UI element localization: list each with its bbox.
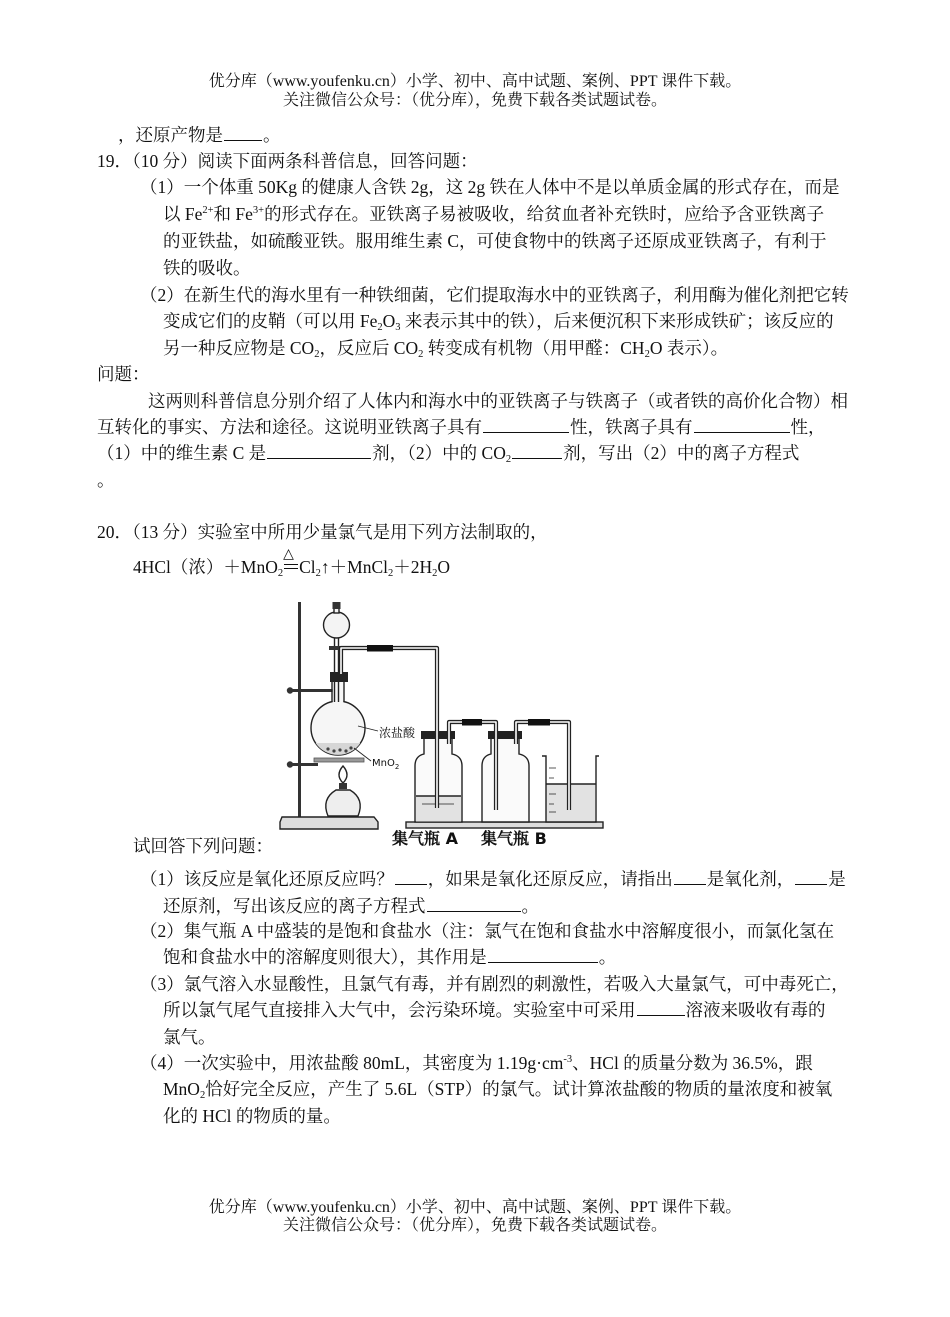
subscript: 2	[388, 568, 394, 579]
text-segment: 剂，写出（2）中的离子方程式	[563, 443, 800, 463]
subscript: 2	[314, 349, 320, 360]
text-segment: 来表示其中的铁），后来便沉积下来形成铁矿；该反应的	[400, 311, 834, 331]
q19-info2-line1	[140, 285, 849, 305]
particle	[338, 748, 341, 751]
heating-condition: △	[283, 547, 294, 562]
label-mno2-subscript: 2	[394, 763, 400, 771]
text-segment: 性，	[790, 417, 826, 437]
rubber-tube-1	[367, 645, 393, 652]
answer-blank	[637, 1000, 685, 1016]
q20-s3-line3	[163, 1027, 216, 1047]
lamp-body	[326, 790, 360, 816]
stand-base	[280, 817, 378, 829]
clamp-upper-knob	[287, 687, 293, 693]
q19-question-label: 问题：	[97, 364, 150, 384]
q19-info2-line2	[163, 311, 834, 331]
q20-equation	[133, 547, 451, 579]
text-segment: ＋2H	[393, 557, 433, 577]
q20-s3-line1	[140, 974, 849, 994]
label-mno2-text: MnO	[372, 758, 395, 769]
funnel-bulb	[324, 612, 350, 638]
particle	[332, 749, 335, 752]
subscript: 2	[315, 568, 321, 579]
text-segment: 化的 HCl 的物质的量。	[163, 1106, 341, 1126]
subscript: 3	[395, 322, 401, 333]
text-segment: ，如果是氧化还原反应，请指出	[427, 869, 673, 889]
text-segment: 的亚铁盐，如硫酸亚铁。服用维生素 C，可使食物中的铁离子还原成亚铁离子，有利于	[163, 231, 827, 251]
answer-blank	[674, 869, 706, 885]
subscript: 2	[377, 322, 383, 333]
answer-blank	[483, 417, 569, 433]
subscript: 2	[418, 349, 424, 360]
ring-clamp	[290, 763, 318, 766]
q19-question-line1	[148, 391, 848, 411]
text-segment: 转变成有机物（用甲醛：CH	[423, 338, 645, 358]
label-mno2	[372, 758, 399, 771]
text-segment: 这两则科普信息分别介绍了人体内和海水中的亚铁离子与铁离子（或者铁的高价化合物）相	[148, 391, 848, 411]
q19-info1-line2	[163, 204, 824, 224]
text-segment: 。	[97, 470, 115, 490]
text-segment: 4HCl（浓）＋MnO	[133, 557, 278, 577]
bottle-b	[482, 731, 529, 822]
text-segment: （1）该反应是氧化还原反应吗？	[140, 869, 394, 889]
text-segment: （2）集气瓶 A 中盛装的是饱和食盐水（注：氯气在饱和食盐水中溶解度很小，而氯化氢在	[140, 921, 835, 941]
header-line-1: 优分库（www.youfenku.cn）小学、初中、高中试题、案例、PPT 课件下载。	[208, 73, 742, 90]
text-segment: 。	[263, 125, 281, 145]
label-bottle-b: 集气瓶 B	[481, 829, 547, 848]
header-line-2: 关注微信公众号：（优分库），免费下载各类试题试卷。	[282, 92, 667, 109]
bottle-b-body	[482, 738, 529, 822]
answer-blank	[267, 443, 371, 459]
q19-info2-line3	[163, 338, 728, 358]
text-segment: 另一种反应物是 CO	[163, 338, 315, 358]
q20-s2-line1	[140, 921, 834, 941]
text-segment: 以 Fe	[163, 204, 203, 224]
bench-board	[406, 822, 603, 828]
answer-blank	[795, 869, 827, 885]
q19-question-line2	[97, 417, 826, 437]
text-segment: 饱和食盐水中的溶解度则很大），其作用是	[163, 947, 487, 967]
text-segment: 性，铁离子具有	[570, 417, 693, 437]
q20-intro: 试回答下列问题：	[133, 836, 273, 856]
answer-blank	[488, 947, 598, 963]
funnel-stopper	[333, 602, 341, 609]
stand-rod	[298, 602, 301, 818]
text-segment: 、HCl 的质量分数为 36.5%，跟	[572, 1053, 813, 1073]
q19-info1-line4	[163, 258, 251, 278]
text-segment: Cl	[299, 557, 316, 577]
q20-s4-line1	[140, 1053, 813, 1073]
particle	[349, 746, 352, 749]
footer-line-1: 优分库（www.youfenku.cn）小学、初中、高中试题、案例、PPT 课件下载。	[208, 1199, 742, 1216]
subscript: 2	[199, 1090, 206, 1101]
q19-info1-line3	[163, 231, 827, 251]
answer-blank	[395, 869, 427, 885]
text-segment: 恰好完全反应，产生了 5.6L（STP）的氯气。试计算浓盐酸的物质的量浓度和被氧	[205, 1079, 833, 1099]
text-segment: 是	[828, 869, 846, 889]
lamp-flame	[339, 766, 347, 783]
text-segment: （4）一次实验中，用浓盐酸 80mL，其密度为 1.19g·cm	[140, 1053, 564, 1073]
clamp-upper	[290, 689, 334, 692]
flask-liquid	[316, 743, 361, 755]
reaction-equals-sign	[283, 547, 298, 569]
label-bottle-a: 集气瓶 A	[392, 829, 458, 848]
text-segment: 。	[521, 896, 539, 916]
alcohol-lamp	[326, 766, 360, 816]
q20-title: 20．（13 分）实验室中所用少量氯气是用下列方法制取的，	[97, 522, 548, 542]
rubber-tube-3	[528, 719, 550, 726]
rubber-tube-2	[462, 719, 482, 726]
text-segment: 是氧化剂，	[706, 869, 795, 889]
text-segment: MnO	[163, 1079, 200, 1099]
subscript: 2	[432, 568, 438, 579]
answer-blank	[512, 443, 562, 459]
text-segment: 溶液来吸收有毒的	[685, 1000, 826, 1020]
text-segment: （3）氯气溶入水显酸性，且氯气有毒，并有剧烈的刺激性，若吸入大量氯气，可中毒死亡，	[140, 974, 849, 994]
text-segment: ，反应后 CO	[319, 338, 419, 358]
text-segment: 铁的吸收。	[163, 258, 251, 278]
wire-gauze	[314, 758, 364, 762]
q20-s4-line2	[163, 1079, 832, 1099]
text-segment: ↑＋MnCl	[320, 557, 389, 577]
q20-s4-line3	[163, 1106, 341, 1126]
q20-s3-line2	[163, 1000, 826, 1020]
q19-info1-line1	[140, 177, 840, 197]
q19-title: 19．（10 分）阅读下面两条科普信息，回答问题：	[97, 151, 478, 171]
text-segment: O	[382, 311, 396, 331]
text-segment: 剂，（2）中的 CO	[372, 443, 506, 463]
text-segment: 还原剂，写出该反应的离子方程式	[163, 896, 426, 916]
particle	[326, 747, 329, 750]
text-segment: （1）中的维生素 C 是	[97, 443, 267, 463]
answer-blank	[224, 125, 262, 141]
text-segment: 互转化的事实、方法和途径。这说明亚铁离子具有	[97, 417, 482, 437]
lamp-wick-holder	[339, 783, 347, 789]
answer-blank	[694, 417, 790, 433]
text-segment: 。	[598, 947, 617, 967]
apparatus-diagram	[278, 598, 608, 850]
text-segment: 的形式存在。亚铁离子易被吸收，给贫血者补充铁时，应给予含亚铁离子	[264, 204, 825, 224]
text-segment: 和 Fe	[213, 204, 253, 224]
subscript: 2	[644, 349, 650, 360]
text-segment: （1）一个体重 50Kg 的健康人含铁 2g，这 2g 铁在人体中不是以单质金属的形式存在，而是	[140, 177, 840, 197]
text-segment: 氯气。	[163, 1027, 216, 1047]
text-segment: ，还原产物是	[118, 125, 223, 145]
prev-question-tail	[118, 125, 281, 145]
q20-s1-line2	[163, 896, 539, 916]
superscript: 2+	[202, 205, 214, 216]
q20-s1-line1	[140, 869, 846, 889]
superscript: -3	[563, 1054, 573, 1065]
superscript: 3+	[252, 205, 265, 216]
q19-question-line4	[97, 470, 115, 490]
subscript: 2	[277, 568, 284, 579]
answer-blank	[427, 896, 521, 912]
text-segment: O 表示）。	[649, 338, 729, 358]
footer-line-2: 关注微信公众号：（优分库），免费下载各类试题试卷。	[282, 1217, 667, 1234]
text-segment: （2）在新生代的海水里有一种铁细菌，它们提取海水中的亚铁离子，利用酶为催化剂把它转	[140, 285, 849, 305]
text-segment: O	[437, 557, 451, 577]
label-hcl: 浓盐酸	[379, 726, 416, 740]
subscript: 2	[505, 454, 512, 465]
text-segment: 变成它们的皮鞘（可以用 Fe	[163, 311, 378, 331]
particle	[344, 749, 347, 752]
ring-clamp-knob	[287, 761, 293, 767]
q20-s2-line2	[163, 947, 616, 967]
text-segment: 所以氯气尾气直接排入大气中，会污染环境。实验室中可采用	[163, 1000, 636, 1020]
q19-question-line3	[97, 443, 799, 463]
